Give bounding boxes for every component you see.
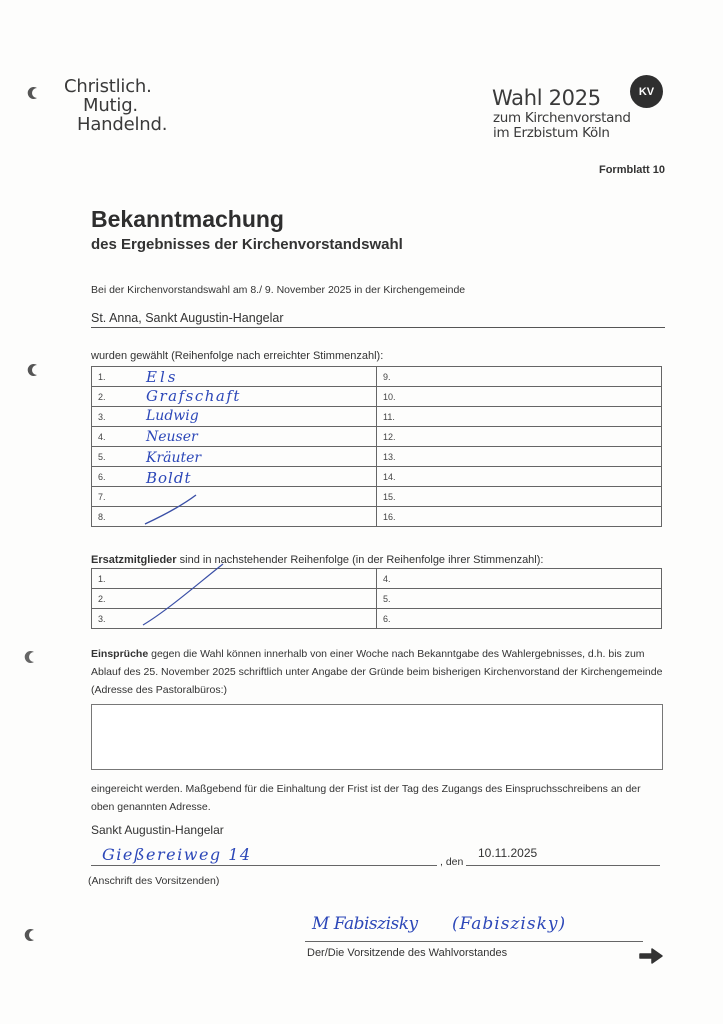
row-number: 5. — [98, 451, 106, 462]
substitute-cell[interactable]: 2. — [92, 589, 377, 609]
den-label: , den — [440, 856, 464, 868]
objections-bold: Einsprüche — [91, 648, 149, 660]
signature-caption: Der/Die Vorsitzende des Wahlvorstandes — [307, 947, 508, 959]
substitute-cell[interactable]: 1. — [92, 569, 377, 589]
row-number: 7. — [98, 491, 106, 502]
elected-cell[interactable] — [92, 507, 377, 527]
slogan-logo — [64, 77, 167, 134]
strike-through-mark — [138, 562, 228, 630]
elected-cell[interactable] — [377, 427, 662, 447]
slogan-line: Christlich. — [64, 76, 152, 97]
row-number: 9. — [383, 371, 391, 382]
row-number: 12. — [383, 431, 396, 442]
elected-cell[interactable] — [377, 407, 662, 427]
handwritten-name: Boldt — [146, 469, 192, 487]
handwritten-name: Grafschaft — [146, 387, 241, 405]
substitute-cell[interactable]: 5. — [377, 589, 662, 609]
form-number: Formblatt 10 — [598, 164, 665, 176]
row-number: 16. — [383, 511, 396, 522]
signature-name: (Fabiszisky) — [452, 914, 567, 934]
handwritten-name: Els — [146, 368, 179, 386]
page-subtitle: des Ergebnisses der Kirchenvorstandswahl — [91, 236, 403, 253]
chair-address-handwritten: Gießereiweg 14 — [102, 845, 252, 864]
elected-cell[interactable] — [92, 467, 377, 487]
signature-line — [305, 941, 643, 942]
elected-cell[interactable] — [377, 447, 662, 467]
date-underline — [466, 865, 660, 866]
parish-underline — [91, 327, 665, 328]
handwritten-name: Ludwig — [146, 408, 199, 424]
row-number: 10. — [383, 391, 396, 402]
arrow-right-icon — [638, 947, 664, 965]
row-number: 8. — [98, 511, 106, 522]
submission-paragraph: eingereicht werden. Maßgebend für die Einhaltung der Frist ist der Tag des Zugangs des Einspruchsschreibens an der oben genannten Adresse. — [91, 783, 641, 813]
intro-text: Bei der Kirchenvorstandswahl am 8./ 9. November 2025 in der Kirchengemeinde — [91, 284, 466, 296]
strike-through-mark — [140, 492, 200, 528]
punch-hole-mark-icon — [26, 363, 40, 377]
elected-cell[interactable] — [92, 447, 377, 467]
row-number: 4. — [98, 431, 106, 442]
elected-cell[interactable] — [377, 387, 662, 407]
address-caption: (Anschrift des Vorsitzenden) — [88, 875, 220, 887]
handwritten-name: Neuser — [146, 429, 198, 445]
objections-paragraph — [91, 645, 666, 699]
slogan-line: Handelnd. — [77, 114, 168, 135]
page-title: Bekanntmachung — [91, 206, 284, 232]
elected-cell[interactable] — [92, 407, 377, 427]
row-number: 11. — [383, 411, 395, 422]
election-logo-subtitle — [493, 111, 631, 141]
logo-subtitle-line: zum Kirchenvorstand — [493, 110, 631, 126]
objections-text: gegen die Wahl können innerhalb von einer Woche nach Bekanntgabe des Wahlergebnisses, d.h. bis zum Ablauf des 25. November 2025 schriftlich unter Angabe der Gründe beim bisherigen Kirchenvorstand der Kirchengemeinde (Adresse des Pastoralbüros:) — [91, 648, 663, 696]
row-number: 1. — [98, 371, 106, 382]
logo-subtitle-line: im Erzbistum Köln — [493, 125, 610, 141]
handwritten-name: Kräuter — [146, 450, 202, 466]
elected-cell[interactable] — [92, 487, 377, 507]
substitute-cell[interactable]: 3. — [92, 609, 377, 629]
substitute-label-bold: Ersatzmitglieder — [91, 554, 177, 566]
elected-cell[interactable] — [92, 427, 377, 447]
parish-name: St. Anna, Sankt Augustin-Hangelar — [91, 311, 284, 325]
date-value: 10.11.2025 — [478, 846, 538, 860]
punch-hole-mark-icon — [26, 86, 40, 100]
elected-cell[interactable] — [377, 487, 662, 507]
row-number: 6. — [98, 471, 106, 482]
row-number: 2. — [98, 391, 106, 402]
elected-cell[interactable] — [377, 507, 662, 527]
substitute-cell[interactable]: 6. — [377, 609, 662, 629]
office-address-field[interactable] — [91, 704, 663, 770]
signature: M Fabiszisky — [312, 914, 418, 934]
place-name: Sankt Augustin-Hangelar — [91, 823, 224, 837]
row-number: 15. — [383, 491, 396, 502]
row-number: 14. — [383, 471, 396, 482]
punch-hole-mark-icon — [23, 650, 37, 664]
elected-label: wurden gewählt (Reihenfolge nach erreichter Stimmenzahl): — [91, 350, 384, 362]
row-number: 3. — [98, 411, 106, 422]
kv-badge: KV — [630, 75, 663, 108]
elected-cell[interactable] — [92, 367, 377, 387]
punch-hole-mark-icon — [23, 928, 37, 942]
election-logo-title: Wahl 2025 — [492, 86, 601, 110]
slogan-line: Mutig. — [83, 95, 138, 116]
substitute-cell[interactable]: 4. — [377, 569, 662, 589]
row-number: 13. — [383, 451, 396, 462]
elected-cell[interactable] — [377, 467, 662, 487]
elected-cell[interactable] — [377, 367, 662, 387]
address-underline — [91, 865, 437, 866]
substitute-label-text: sind in nachstehender Reihenfolge (in der Reihenfolge ihrer Stimmenzahl): — [176, 554, 544, 566]
